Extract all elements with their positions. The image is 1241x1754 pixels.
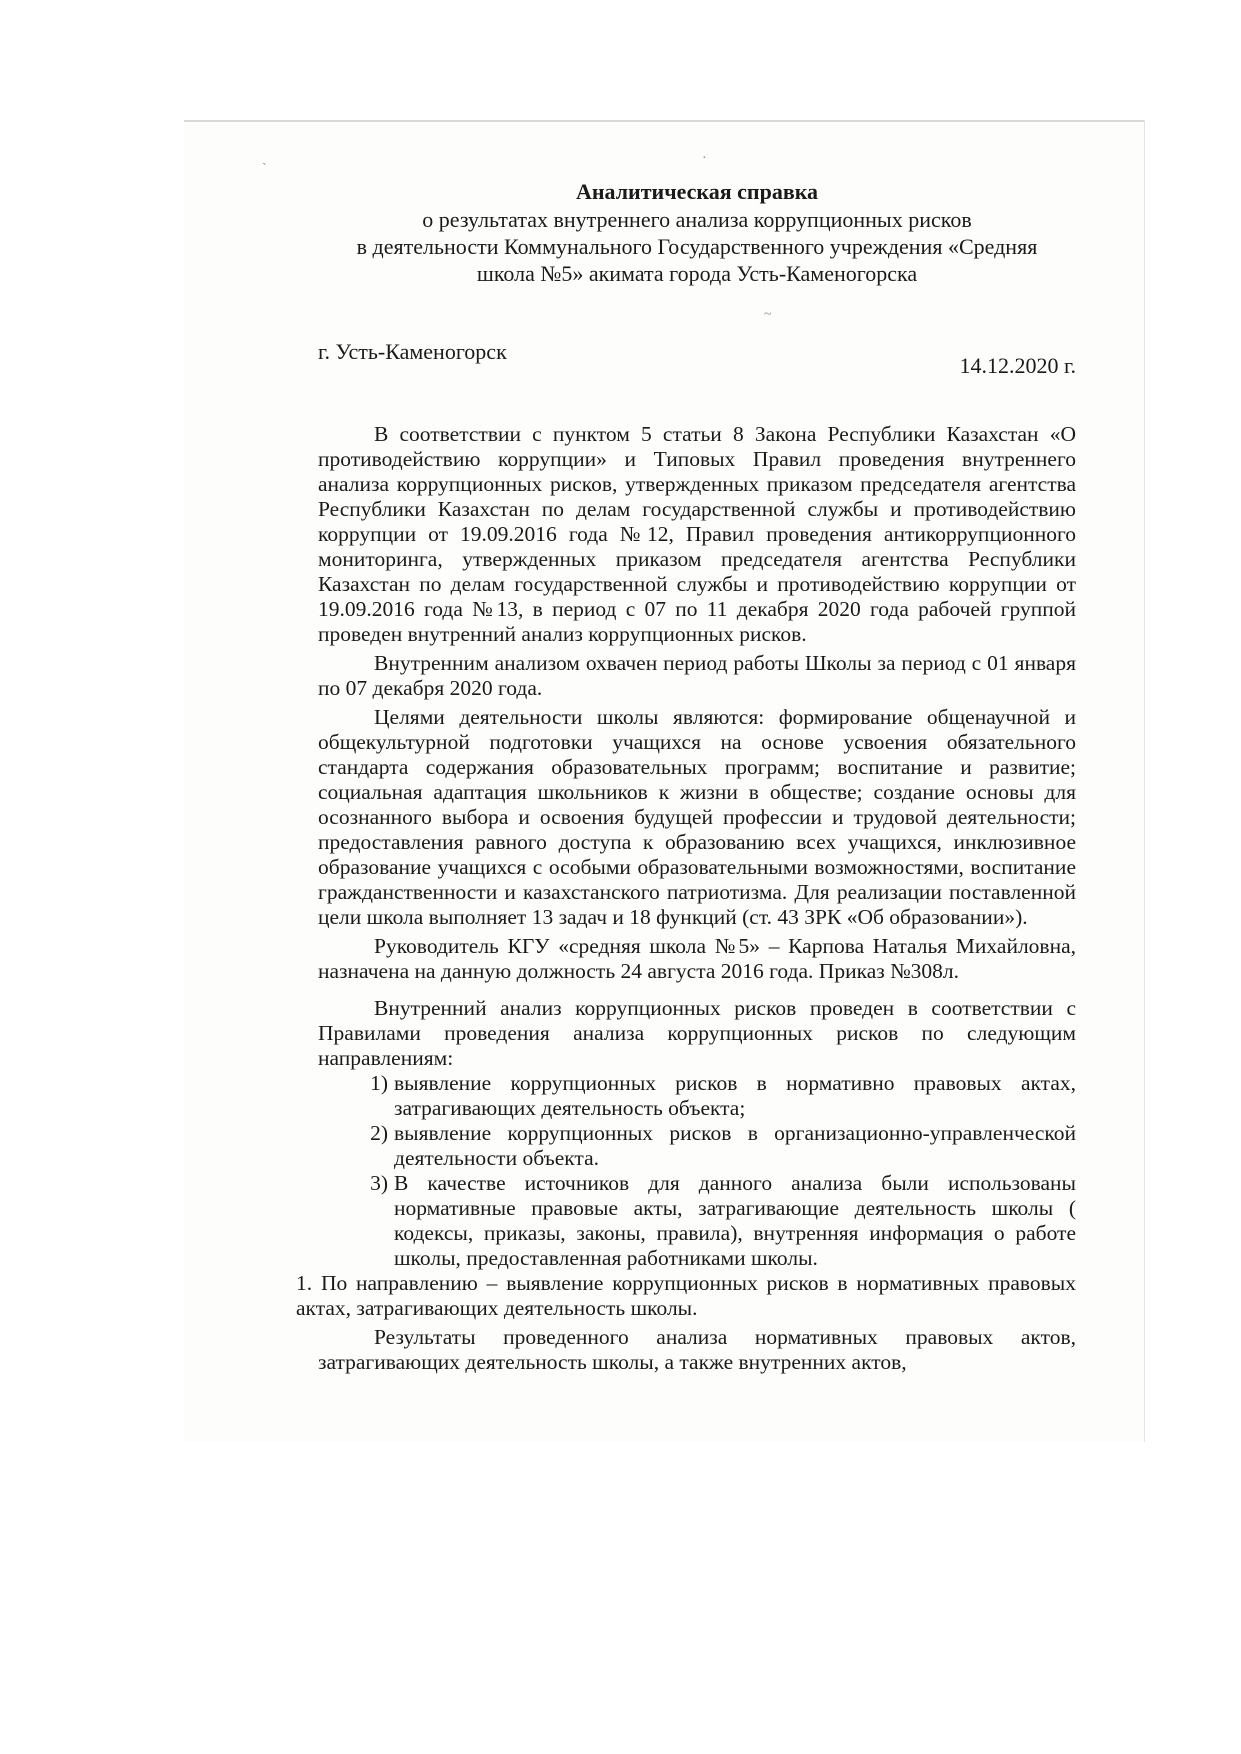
list-number: 2)	[370, 1121, 388, 1145]
list-number: 3)	[370, 1171, 388, 1195]
list-number: 1)	[370, 1071, 388, 1095]
paragraph: Руководитель КГУ «средняя школа №5» – Карпова Наталья Михайловна, назначена на данную должность 24 августа 2016 года. Приказ №308л.	[318, 934, 1076, 983]
document-body	[296, 178, 1076, 1375]
list-item	[318, 1171, 1076, 1271]
scan-mark: ˏ	[262, 151, 267, 166]
section-heading: 1. По направлению – выявление коррупционных рисков в нормативных правовых актах, затрагивающих деятельность школы.	[296, 1271, 1076, 1320]
paragraph: Внутренний анализ коррупционных рисков проведен в соответствии с Правилами проведения анализа коррупционных рисков по следующим направлениям:	[318, 996, 1076, 1070]
paragraph: Целями деятельности школы являются: формирование общенаучной и общекультурной подготовки учащихся на основе усвоения обязательного стандарта содержания образовательных программ; воспитание и развитие; социальная адаптация школьников к жизни в обществе; создание основы для осознанного выбора и освоения будущей профессии и трудовой деятельности; предоставления равного доступа к образованию всех учащихся, инклюзивное образование учащихся с особыми образовательными возможностями, воспитание гражданственности и казахстанского патриотизма. Для реализации поставленной цели школа выполняет 13 задач и 18 функций (ст. 43 ЗРК «Об образовании»).	[318, 705, 1076, 929]
place-date-row	[318, 339, 1076, 378]
paragraph: Результаты проведенного анализа нормативных правовых актов, затрагивающих деятельность школы, а также внутренних актов,	[318, 1325, 1076, 1374]
document-city: г. Усть-Каменогорск	[318, 339, 507, 364]
document-title: Аналитическая справка	[575, 179, 819, 204]
list-item	[318, 1071, 1076, 1121]
scan-mark: ·	[702, 151, 707, 166]
list-text: выявление коррупционных рисков в нормативно правовых актах, затрагивающих деятельность объекта;	[394, 1071, 1076, 1120]
list-text: выявление коррупционных рисков в организационно-управленческой деятельности объекта.	[394, 1121, 1076, 1170]
list-item	[318, 1121, 1076, 1171]
list-text: В качестве источников для данного анализа были использованы нормативные правовые акты, затрагивающие деятельность школы ( кодексы, приказы, законы, правила), внутренняя информация о работе школы, предоставленная работниками школы.	[394, 1171, 1076, 1270]
scan-mark: ~	[764, 307, 772, 322]
document-subtitle-line: о результатах внутреннего анализа коррупционных рисков	[422, 207, 972, 232]
document-subtitle-line: в деятельности Коммунального Государственного учреждения «Средняя	[356, 234, 1038, 259]
document-date: 14.12.2020 г.	[959, 353, 1076, 378]
document-subtitle-line: школа №5» акимата города Усть-Каменогорска	[476, 261, 918, 286]
paragraph: В соответствии с пунктом 5 статьи 8 Закона Республики Казахстан «О противодействию коррупции» и Типовых Правил проведения внутреннего анализа коррупционных рисков, утвержденных приказом председателя агентства Республики Казахстан по делам государственной службы и противодействию коррупции от 19.09.2016 года №12, Правил проведения антикоррупционного мониторинга, утвержденных приказом председателя агентства Республики Казахстан по делам государственной службы и противодействию коррупции от 19.09.2016 года №13, в период с 07 по 11 декабря 2020 года рабочей группой проведен внутренний анализ коррупционных рисков.	[318, 422, 1076, 646]
analysis-directions-list	[318, 1071, 1076, 1271]
paragraph: Внутренним анализом охвачен период работы Школы за период с 01 января по 07 декабря 2020 года.	[318, 651, 1076, 700]
